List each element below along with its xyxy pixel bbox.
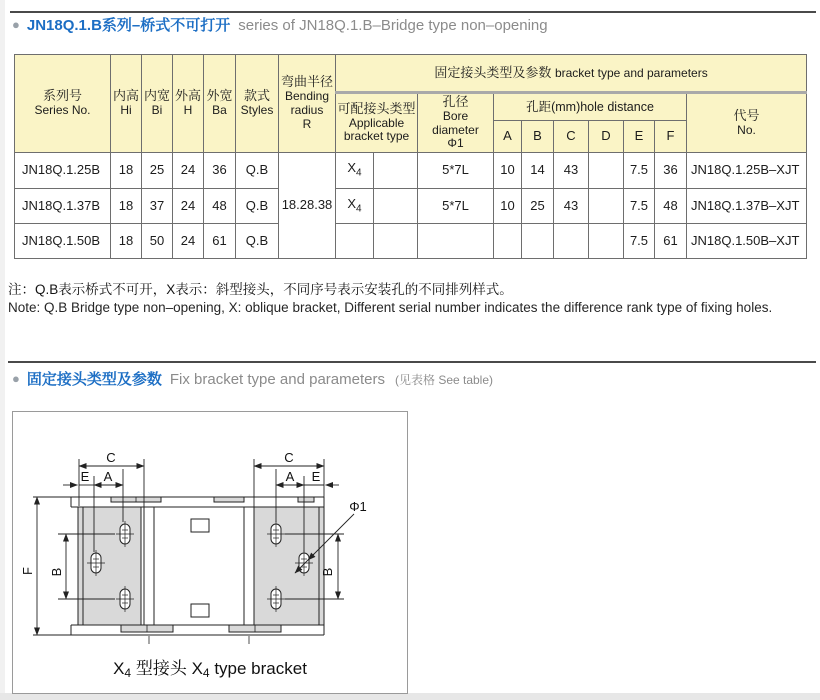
section1-title-en: series of JN18Q.1.B–Bridge type non–opening [238,17,548,34]
cell-e: 7.5 [624,224,655,259]
section1-divider [10,11,816,13]
cell-d [589,224,624,259]
cell-a [494,224,522,259]
dim-label-c-left: C [106,450,116,465]
cell-b [522,224,554,259]
cell-d [589,189,624,224]
cell-bracket-spare [374,189,418,224]
header-hi: 内高 Hi [111,55,142,153]
header-hole-distance: 孔距(mm)hole distance [494,93,687,121]
header-col-b: B [522,121,554,153]
dim-label-a-right: A [285,469,295,484]
cell-b: 14 [522,153,554,189]
dim-label-f: F [20,567,35,575]
figure-caption: X4 型接头 X4 type bracket [113,659,307,680]
cell-a: 10 [494,153,522,189]
cell-c: 43 [554,153,589,189]
cell-no: JN18Q.1.25B–XJT [687,153,807,189]
cell-bore [418,224,494,259]
cell-f: 36 [655,153,687,189]
note-line-zh: 注：Q.B表示桥式不可开，X表示：斜型接头，不同序号表示安装孔的不同排列样式。 [8,282,513,297]
cell-series: JN18Q.1.50B [15,224,111,259]
cell-style: Q.B [236,189,279,224]
section2-title-en: Fix bracket type and parameters [169,371,385,388]
bracket-drawing-svg [13,412,407,693]
bore-callout-label: Φ1 [349,499,367,514]
dim-label-c-right: C [284,450,294,465]
cell-ba: 36 [204,153,236,189]
header-col-a: A [494,121,522,153]
cell-series: JN18Q.1.37B [15,189,111,224]
spec-table [14,54,807,259]
cell-hi: 18 [111,153,142,189]
cell-ba: 48 [204,189,236,224]
cell-bracket-spare [374,224,418,259]
header-bracket-group: 固定接头类型及参数 bracket type and parameters [336,55,807,93]
header-bi: 内宽 Bi [142,55,173,153]
cell-f: 48 [655,189,687,224]
chain-link [144,507,249,644]
header-h: 外高 H [173,55,204,153]
cell-f: 61 [655,224,687,259]
see-table-note: (见表格 See table) [394,373,494,387]
section2-title [12,368,493,389]
cell-bore: 5*7L [418,153,494,189]
header-styles: 款式 Styles [236,55,279,153]
cell-style: Q.B [236,153,279,189]
cell-e: 7.5 [624,189,655,224]
cell-c [554,224,589,259]
header-ba: 外宽 Ba [204,55,236,153]
header-series: 系列号 Series No. [15,55,111,153]
cell-style: Q.B [236,224,279,259]
cell-bracket-type: $X_4$ [336,153,374,189]
cell-hi: 18 [111,224,142,259]
dim-label-b-left: B [49,567,64,577]
bullet-icon: ● [12,17,20,32]
dim-label-e-left: E [80,469,90,484]
note-line-en: Note: Q.B Bridge type non–opening, X: oblique bracket, Different serial number indicates the difference rank type of fixing holes. [8,300,773,315]
bullet-icon: ● [12,371,20,386]
header-col-d: D [589,121,624,153]
cell-bi: 50 [142,224,173,259]
header-applicable-bracket: 可配接头类型 Applicable bracket type [336,93,418,153]
cell-h: 24 [173,189,204,224]
header-bore-diameter: 孔径 Bore diameter Φ1 [418,93,494,153]
header-bending-radius: 弯曲半径 Bending radius R [279,55,336,153]
cell-bi: 37 [142,189,173,224]
header-col-c: C [554,121,589,153]
page-left-edge [0,0,5,700]
cell-bracket-type: $X_4$ [336,189,374,224]
cell-a: 10 [494,189,522,224]
section1-title-zh: JN18Q.1.B系列–桥式不可打开 [26,17,231,34]
cell-d [589,153,624,189]
cell-bracket-type [336,224,374,259]
header-col-f: F [655,121,687,153]
cell-series: JN18Q.1.25B [15,153,111,189]
bracket-drawing [12,411,408,694]
section2-title-zh: 固定接头类型及参数 [26,371,162,388]
cell-no: JN18Q.1.50B–XJT [687,224,807,259]
dim-label-a-left: A [103,469,113,484]
cell-h: 24 [173,153,204,189]
cell-ba: 61 [204,224,236,259]
cell-bracket-spare [374,153,418,189]
dim-label-e-right: E [311,469,321,484]
header-col-e: E [624,121,655,153]
section2-divider [8,361,816,363]
section1-title [12,14,548,35]
cell-c: 43 [554,189,589,224]
cell-no: JN18Q.1.37B–XJT [687,189,807,224]
cell-bending-radius: 18.28.38 [279,153,336,259]
cell-bi: 25 [142,153,173,189]
dim-label-b-right: B [320,567,335,577]
cell-bore: 5*7L [418,189,494,224]
cell-h: 24 [173,224,204,259]
cell-b: 25 [522,189,554,224]
header-no: 代号 No. [687,93,807,153]
cell-e: 7.5 [624,153,655,189]
cell-hi: 18 [111,189,142,224]
